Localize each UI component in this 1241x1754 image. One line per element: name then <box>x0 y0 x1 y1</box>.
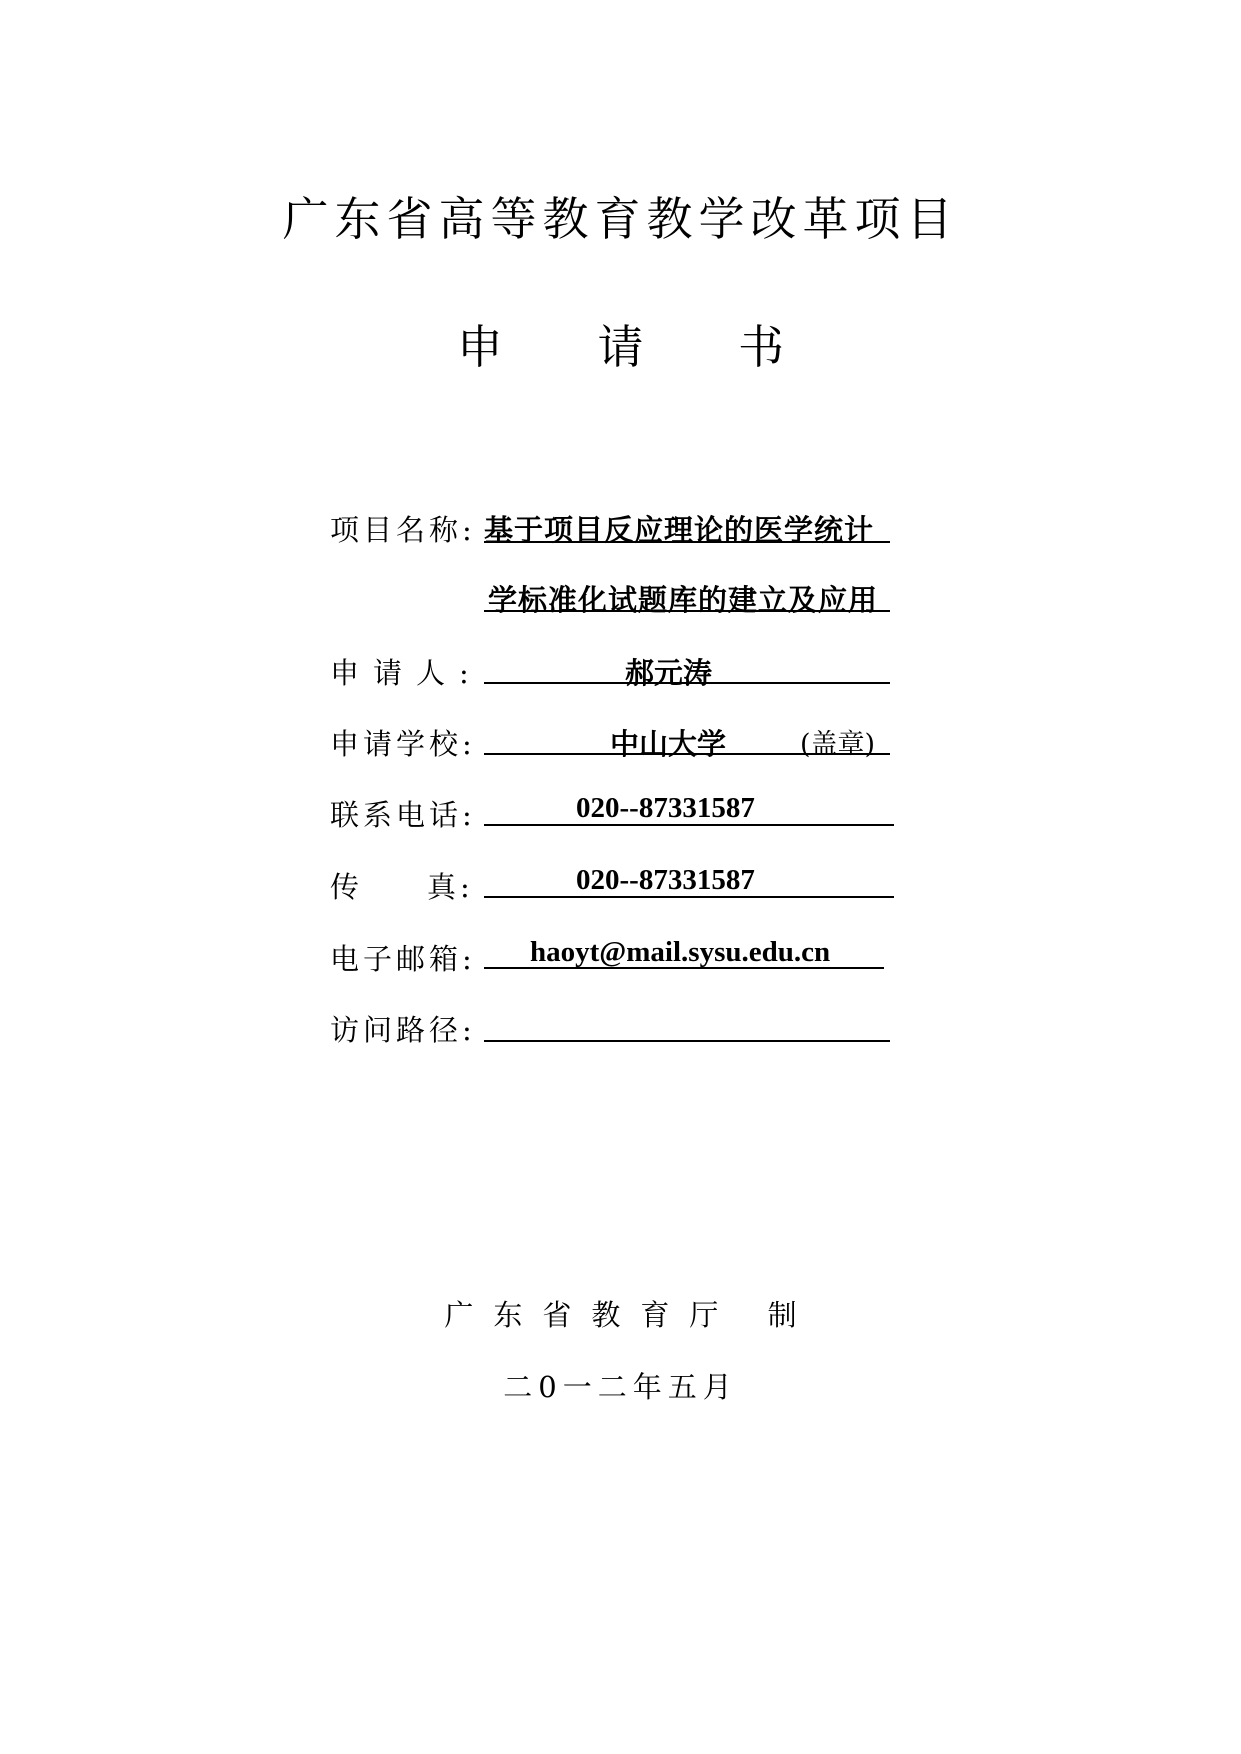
fax-underline <box>484 896 894 898</box>
school-value: 中山大学 <box>610 727 727 761</box>
phone-label: 联系电话: <box>330 798 476 832</box>
project-name-underline-2 <box>484 610 890 612</box>
email-underline <box>484 967 884 969</box>
email-label: 电子邮箱: <box>330 942 476 976</box>
school-underline <box>484 753 890 755</box>
access-path-underline <box>484 1040 890 1042</box>
fax-label-char1: 传 <box>330 870 428 904</box>
project-name-label: 项目名称: <box>330 513 476 547</box>
email-value: haoyt@mail.sysu.edu.cn <box>530 936 831 968</box>
project-name-line2: 学标准化试题库的建立及应用 <box>488 583 879 617</box>
seal-note: (盖章) <box>800 729 876 760</box>
applicant-underline <box>484 682 890 684</box>
access-path-label: 访问路径: <box>330 1013 476 1047</box>
school-label: 申请学校: <box>330 727 476 761</box>
issuer-line: 广东省教育厅 制 <box>444 1298 817 1332</box>
fax-value: 020--87331587 <box>576 864 755 896</box>
fax-label-char2: 真: <box>427 870 474 904</box>
phone-underline <box>484 824 894 826</box>
applicant-value: 郝元涛 <box>625 656 713 690</box>
fax-label <box>330 865 474 906</box>
phone-value: 020--87331587 <box>576 792 755 824</box>
applicant-label: 申请人: <box>330 656 483 690</box>
project-name-line1: 基于项目反应理论的医学统计 <box>484 513 875 547</box>
issue-date: 二0一二年五月 <box>503 1370 738 1404</box>
document-title: 广东省高等教育教学改革项目 <box>282 192 959 246</box>
project-name-underline-1 <box>484 541 890 543</box>
document-subtitle: 申 请 书 <box>456 320 825 374</box>
